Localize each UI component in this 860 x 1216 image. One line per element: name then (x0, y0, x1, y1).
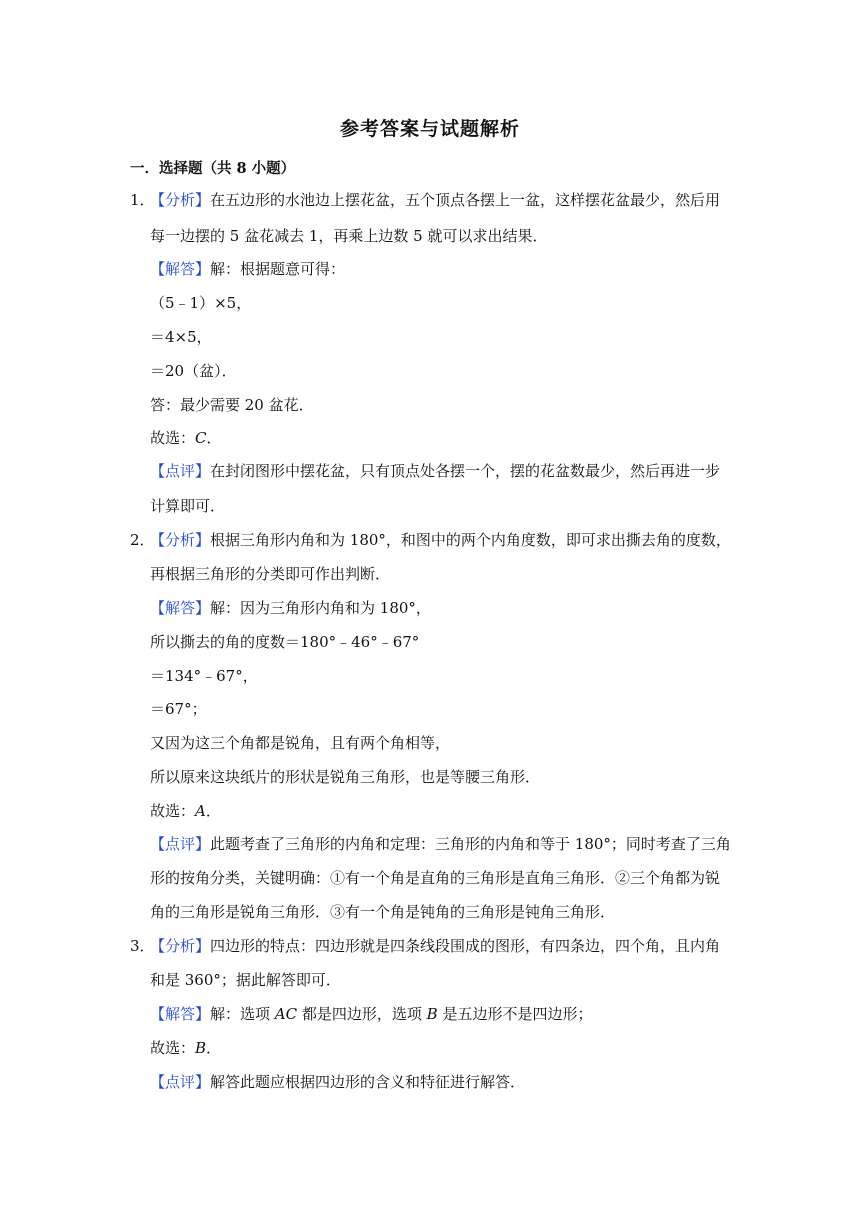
q2-analysis-line1 (150, 530, 731, 550)
analysis-tag: 【分析】 (150, 191, 211, 209)
choice-letter: B (195, 1039, 207, 1057)
q1-number: 1． (130, 191, 155, 209)
comment-tag: 【点评】 (150, 1073, 211, 1091)
q1-analysis-line1 (150, 190, 720, 210)
q1-analysis-text: 在五边形的水池边上摆花盆，五个顶点各摆上一盆，这样摆花盆最少，然后用 (210, 191, 721, 209)
analysis-tag: 【分析】 (150, 531, 211, 549)
q2-choice (150, 801, 221, 821)
q1-choice (150, 428, 222, 448)
q2-number: 2． (130, 531, 155, 549)
q3-answer-part: 是五边形不是四边形； (437, 1005, 593, 1023)
comment-tag: 【点评】 (150, 462, 211, 480)
q3-choice (150, 1038, 221, 1058)
q2-comment-line3: 角的三角形是锐角三角形．③有一个角是钝角的三角形是钝角三角形． (150, 903, 616, 921)
q3-comment-text: 解答此题应根据四边形的含义和特征进行解答． (210, 1073, 526, 1091)
q1-step: ＝4×5， (150, 328, 212, 346)
q2-step: 所以原来这块纸片的形状是锐角三角形，也是等腰三角形． (150, 768, 541, 786)
q3-answer (150, 1004, 592, 1024)
choice-suffix: ． (205, 802, 221, 820)
q3-comment-line1 (150, 1072, 525, 1092)
answer-tag: 【解答】 (150, 260, 211, 278)
choice-letter: C (195, 429, 207, 447)
q1-answer-head (150, 259, 345, 279)
q2-answer-text: 解：因为三角形内角和为 180°， (210, 599, 431, 617)
q3-number: 3． (130, 937, 155, 955)
choice-prefix: 故选： (150, 802, 196, 820)
analysis-tag: 【分析】 (150, 937, 211, 955)
q1-comment-line1 (150, 461, 720, 481)
q3-answer-part: 都是四边形，选项 (297, 1005, 427, 1023)
q2-analysis-line2: 再根据三角形的分类即可作出判断． (150, 565, 391, 583)
q1-answer-text: 解：根据题意可得： (210, 260, 346, 278)
choice-prefix: 故选： (150, 1039, 196, 1057)
q1-comment-line2: 计算即可． (150, 497, 226, 515)
page-title: 参考答案与试题解析 (339, 118, 520, 140)
q1-step: 答：最少需要 20 盆花． (150, 396, 314, 414)
q3-analysis-line1 (150, 936, 720, 956)
q2-answer-head (150, 598, 431, 618)
q2-step: ＝67°； (150, 700, 207, 718)
q2-comment-line1 (150, 834, 731, 854)
q3-option-b: B (426, 1005, 438, 1023)
q1-analysis-line2: 每一边摆的 5 盆花减去 1，再乘上边数 5 就可以求出结果． (150, 227, 548, 245)
choice-prefix: 故选： (150, 429, 196, 447)
q3-answer-part: 解：选项 (210, 1005, 275, 1023)
q3-analysis-line2: 和是 360°；据此解答即可． (150, 971, 341, 989)
q1-step: ＝20（盆）． (150, 362, 237, 380)
answer-tag: 【解答】 (150, 1005, 211, 1023)
choice-suffix: ． (206, 429, 222, 447)
answer-tag: 【解答】 (150, 599, 211, 617)
comment-tag: 【点评】 (150, 835, 211, 853)
choice-suffix: ． (206, 1039, 222, 1057)
q2-step: 又因为这三个角都是锐角，且有两个角相等， (150, 734, 451, 752)
q2-step: 所以撕去的角的度数＝180°﹣46°﹣67° (150, 633, 420, 651)
q2-analysis-text: 根据三角形内角和为 180°，和图中的两个内角度数，即可求出撕去角的度数， (210, 531, 731, 549)
q2-comment-text: 此题考查了三角形的内角和定理：三角形的内角和等于 180°；同时考查了三角 (210, 835, 731, 853)
q2-step: ＝134°﹣67°， (150, 667, 258, 685)
q3-analysis-text: 四边形的特点：四边形就是四条线段围成的图形，有四条边，四个角，且内角 (210, 937, 721, 955)
choice-letter: A (195, 802, 206, 820)
section-heading: 一．选择题（共 8 小题） (130, 160, 296, 177)
q1-comment-text: 在封闭图形中摆花盆，只有顶点处各摆一个，摆的花盆数最少，然后再进一步 (210, 462, 721, 480)
q1-step: （5﹣1）×5， (150, 294, 252, 312)
q2-comment-line2: 形的按角分类，关键明确：①有一个角是直角的三角形是直角三角形．②三个角都为锐 (150, 869, 721, 887)
q3-option-ac: AC (274, 1005, 298, 1023)
